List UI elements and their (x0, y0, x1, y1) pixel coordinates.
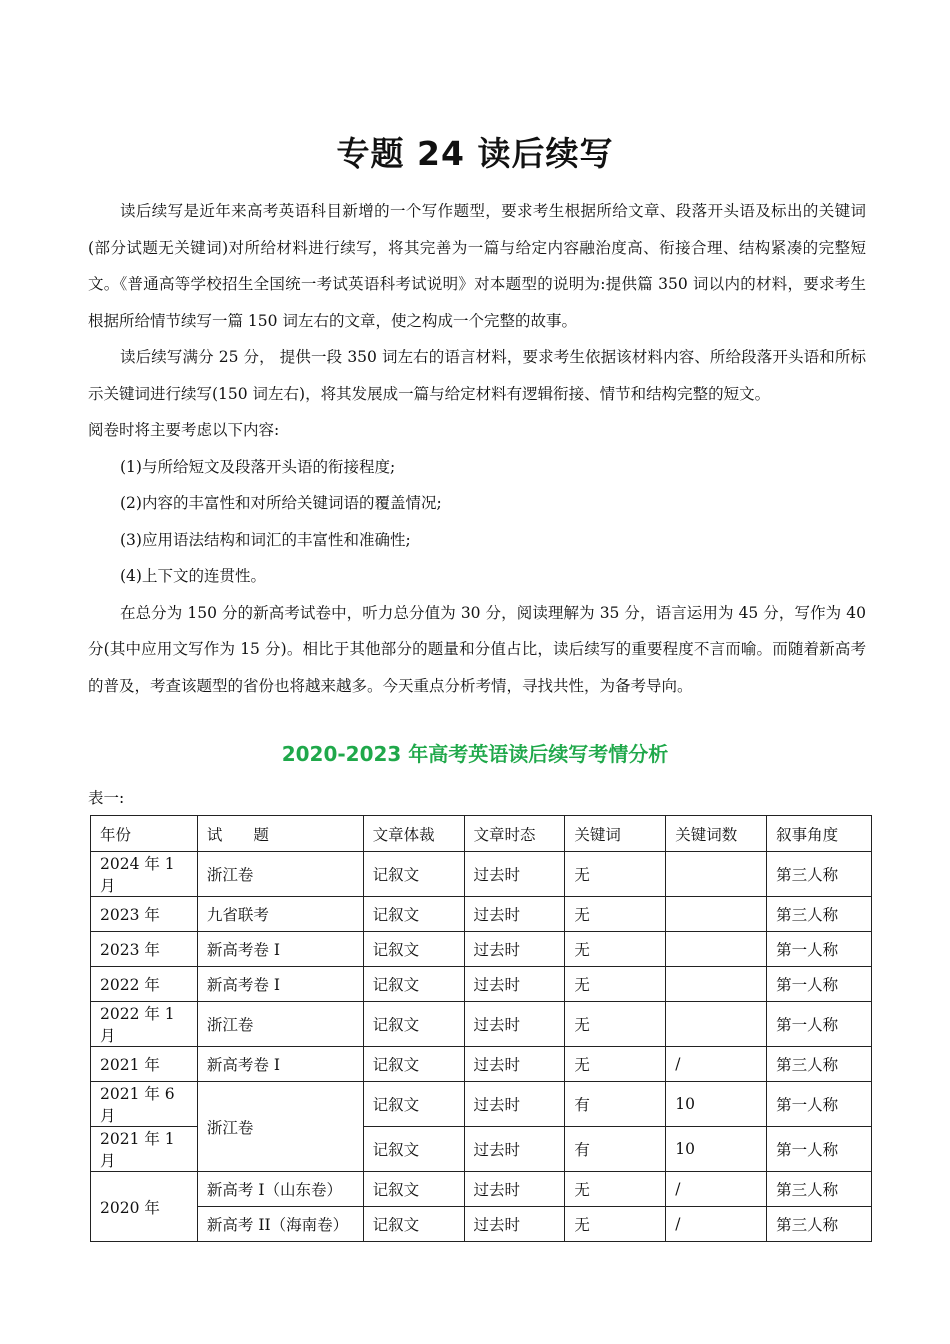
cell-keywords: 无 (565, 1172, 666, 1207)
cell-year: 2020 年 (91, 1172, 198, 1242)
table-row (91, 932, 872, 967)
cell-exam: 新高考卷 I (197, 967, 363, 1002)
cell-perspective: 第一人称 (767, 1082, 872, 1127)
cell-year: 2023 年 (91, 932, 198, 967)
cell-keyword-count (666, 932, 767, 967)
intro-paragraph-4: 在总分为 150 分的新高考试卷中，听力总分值为 30 分，阅读理解为 35 分，语言运用为 45 分，写作为 40 分(其中应用文写作为 15 分)。相比于其他部分的题量和分值占比，读后续写的重要程度不言而喻。而随着新高考的普及，考查该题型的省份也将越来越多。今天重点分析考情，寻找共性，为备考导向。 (88, 603, 866, 695)
cell-keyword-count (666, 967, 767, 1002)
cell-year: 2022 年 (91, 967, 198, 1002)
table-header-row (91, 816, 872, 852)
cell-perspective: 第三人称 (767, 852, 872, 897)
cell-exam: 九省联考 (197, 897, 363, 932)
intro-paragraph-1: 读后续写是近年来高考英语科目新增的一个写作题型，要求考生根据所给文章、段落开头语及标出的关键词(部分试题无关键词)对所给材料进行续写，将其完善为一篇与给定内容融治度高、衔接合理、结构紧凑的完整短文。《普通高等学校招生全国统一考试英语科考试说明》对本题型的说明为:提供篇 350 词以内的材料，要求考生根据所给情节续写一篇 150 词左右的文章，使之构成一个完整的故事。 (88, 202, 866, 330)
section-title: 2020-2023 年高考英语读后续写考情分析 (281, 742, 669, 766)
table-row (91, 1047, 872, 1082)
criteria-item: (3)应用语法结构和词汇的丰富性和准确性; (120, 530, 411, 549)
cell-exam: 新高考 I（山东卷） (197, 1172, 363, 1207)
cell-genre: 记叙文 (363, 1127, 464, 1172)
intro-paragraph-2: 读后续写满分 25 分， 提供一段 350 词左右的语言材料，要求考生依据该材料内容、所给段落开头语和所标示关键词进行续写(150 词左右)，将其发展成一篇与给定材料有逻辑衔接、情节和结构完整的短文。 (88, 348, 866, 403)
table-row (91, 1172, 872, 1207)
cell-exam: 新高考卷 I (197, 1047, 363, 1082)
criteria-item: (2)内容的丰富性和对所给关键词语的覆盖情况; (120, 494, 442, 512)
cell-perspective: 第三人称 (767, 1047, 872, 1082)
header-keywords: 关键词 (565, 816, 666, 852)
cell-genre: 记叙文 (363, 1207, 464, 1242)
cell-keyword-count (666, 852, 767, 897)
cell-keywords: 有 (565, 1127, 666, 1172)
cell-year: 2021 年 6 月 (91, 1082, 198, 1127)
cell-keyword-count: / (666, 1207, 767, 1242)
cell-genre: 记叙文 (363, 1002, 464, 1047)
cell-keywords: 无 (565, 1207, 666, 1242)
cell-keyword-count: 10 (666, 1127, 767, 1172)
cell-perspective: 第一人称 (767, 1127, 872, 1172)
intro-paragraph-3: 阅卷时将主要考虑以下内容: (88, 421, 280, 439)
table-row (91, 1002, 872, 1047)
cell-year: 2023 年 (91, 897, 198, 932)
cell-year: 2022 年 1 月 (91, 1002, 198, 1047)
cell-keyword-count: / (666, 1047, 767, 1082)
cell-keywords: 无 (565, 967, 666, 1002)
cell-year: 2021 年 (91, 1047, 198, 1082)
cell-exam: 浙江卷 (197, 1002, 363, 1047)
cell-tense: 过去时 (464, 852, 565, 897)
cell-perspective: 第三人称 (767, 897, 872, 932)
cell-genre: 记叙文 (363, 1082, 464, 1127)
cell-exam: 新高考卷 I (197, 932, 363, 967)
table-row (91, 852, 872, 897)
criteria-item: (1)与所给短文及段落开头语的衔接程度; (120, 457, 396, 476)
header-year: 年份 (91, 816, 198, 852)
cell-genre: 记叙文 (363, 932, 464, 967)
table-row (91, 1082, 872, 1127)
cell-tense: 过去时 (464, 932, 565, 967)
criteria-list (88, 449, 866, 595)
cell-keywords: 无 (565, 897, 666, 932)
cell-genre: 记叙文 (363, 852, 464, 897)
header-tense: 文章时态 (464, 816, 565, 852)
cell-genre: 记叙文 (363, 1047, 464, 1082)
cell-genre: 记叙文 (363, 967, 464, 1002)
header-genre: 文章体裁 (363, 816, 464, 852)
cell-perspective: 第三人称 (767, 1172, 872, 1207)
criteria-item: (4)上下文的连贯性。 (120, 567, 266, 585)
cell-tense: 过去时 (464, 1002, 565, 1047)
cell-exam: 浙江卷 (197, 1082, 363, 1172)
cell-tense: 过去时 (464, 1172, 565, 1207)
cell-keyword-count: 10 (666, 1082, 767, 1127)
intro-section (88, 193, 866, 704)
cell-perspective: 第一人称 (767, 967, 872, 1002)
cell-perspective: 第一人称 (767, 932, 872, 967)
cell-keywords: 无 (565, 932, 666, 967)
cell-keyword-count (666, 1002, 767, 1047)
table-caption: 表一: (88, 789, 125, 807)
table-row (91, 897, 872, 932)
cell-perspective: 第三人称 (767, 1207, 872, 1242)
exam-analysis-table (90, 815, 872, 1242)
page-title: 专题 24 读后续写 (336, 134, 614, 173)
cell-year: 2021 年 1 月 (91, 1127, 198, 1172)
cell-tense: 过去时 (464, 1127, 565, 1172)
table-row (91, 1207, 872, 1242)
cell-perspective: 第一人称 (767, 1002, 872, 1047)
header-keyword-count: 关键词数 (666, 816, 767, 852)
table-row (91, 967, 872, 1002)
cell-keywords: 有 (565, 1082, 666, 1127)
cell-exam: 新高考 II（海南卷） (197, 1207, 363, 1242)
cell-tense: 过去时 (464, 1207, 565, 1242)
cell-tense: 过去时 (464, 967, 565, 1002)
cell-keywords: 无 (565, 1047, 666, 1082)
cell-tense: 过去时 (464, 1047, 565, 1082)
cell-genre: 记叙文 (363, 897, 464, 932)
cell-keywords: 无 (565, 1002, 666, 1047)
header-perspective: 叙事角度 (767, 816, 872, 852)
cell-year: 2024 年 1 月 (91, 852, 198, 897)
cell-keyword-count (666, 897, 767, 932)
cell-tense: 过去时 (464, 1082, 565, 1127)
cell-exam: 浙江卷 (197, 852, 363, 897)
cell-genre: 记叙文 (363, 1172, 464, 1207)
header-exam: 试 题 (197, 816, 363, 852)
cell-keywords: 无 (565, 852, 666, 897)
cell-keyword-count: / (666, 1172, 767, 1207)
cell-tense: 过去时 (464, 897, 565, 932)
